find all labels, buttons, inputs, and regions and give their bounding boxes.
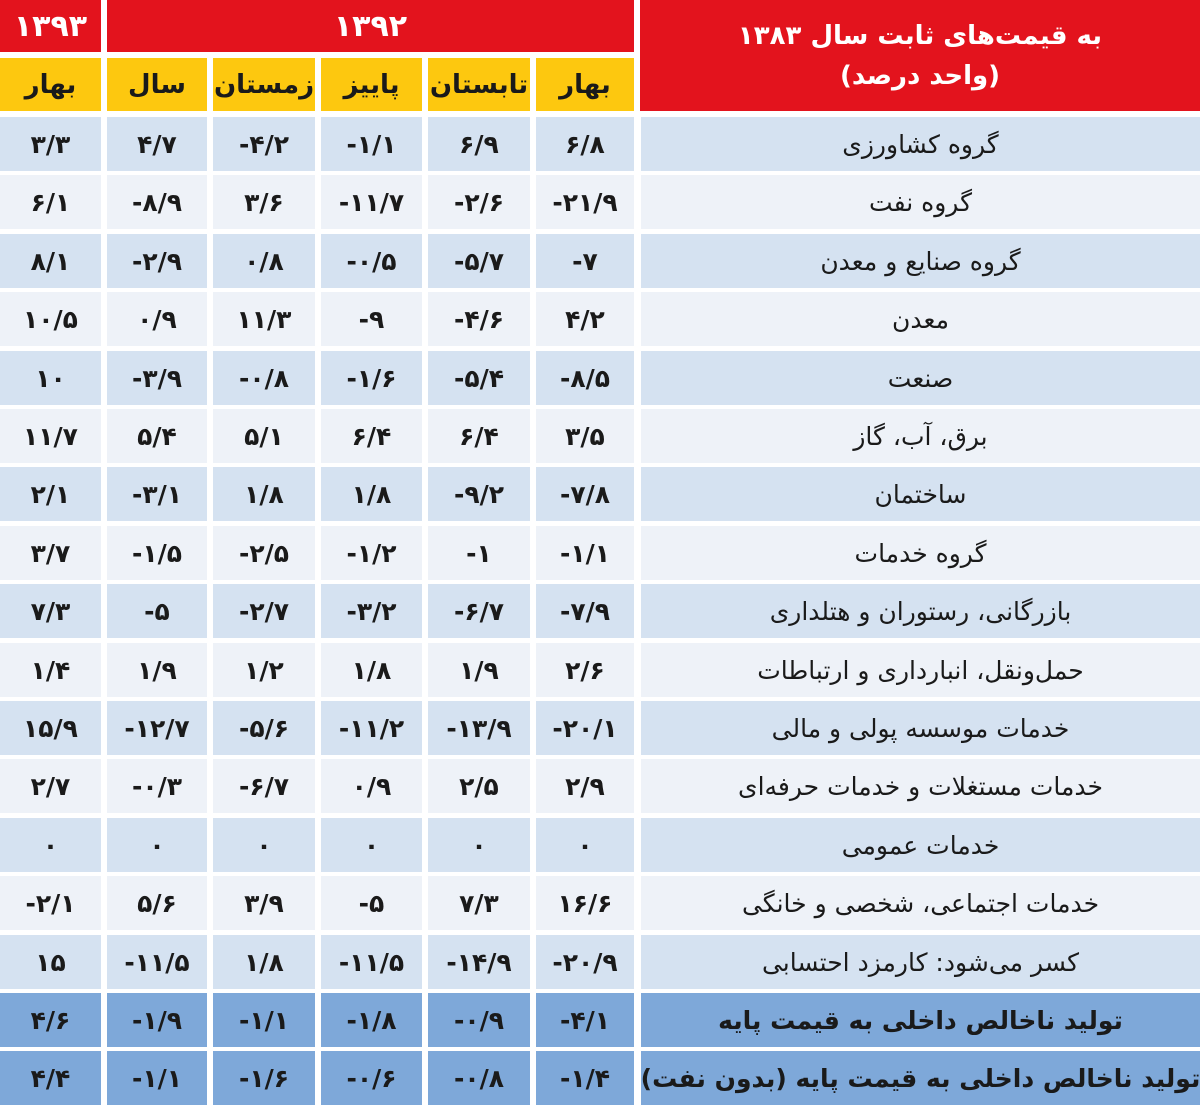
value-cell-spring-1392: ۱۶/۶ <box>536 876 634 930</box>
value-cell-autumn-1392: ۱/۸ <box>321 467 422 521</box>
value-cell-autumn-1392: ۰ <box>321 818 422 872</box>
value-cell-spring-1392: -۷/۸ <box>536 467 634 521</box>
row-label: کسر می‌شود: کارمزد احتسابی <box>641 935 1200 989</box>
value-cell-winter-1392: ۱/۸ <box>213 935 315 989</box>
value-cell-winter-1392: ۵/۱ <box>213 409 315 463</box>
value-cell-autumn-1392: ۱/۸ <box>321 643 422 697</box>
value-cell-winter-1392: -۶/۷ <box>213 759 315 813</box>
row-label: ساختمان <box>641 467 1200 521</box>
year-1392-header: ۱۳۹۲ <box>107 0 634 52</box>
value-cell-winter-1392: -۴/۲ <box>213 117 315 171</box>
value-cell-year-1392: ۱/۹ <box>107 643 207 697</box>
value-cell-autumn-1392: -۱/۶ <box>321 351 422 405</box>
row-label: خدمات عمومی <box>641 818 1200 872</box>
row-label: گروه نفت <box>641 175 1200 229</box>
value-cell-year-1392: -۳/۱ <box>107 467 207 521</box>
row-label: خدمات موسسه پولی و مالی <box>641 701 1200 755</box>
value-cell-spring-1393: ۴/۴ <box>0 1051 101 1105</box>
value-cell-summer-1392: -۵/۴ <box>428 351 530 405</box>
value-cell-winter-1392: ۱۱/۳ <box>213 292 315 346</box>
value-cell-winter-1392: ۱/۸ <box>213 467 315 521</box>
value-cell-summer-1392: -۹/۲ <box>428 467 530 521</box>
value-cell-spring-1393: ۱۰/۵ <box>0 292 101 346</box>
value-cell-spring-1392: -۲۰/۱ <box>536 701 634 755</box>
value-cell-autumn-1392: -۰/۵ <box>321 234 422 288</box>
value-cell-spring-1392: ۶/۸ <box>536 117 634 171</box>
value-cell-summer-1392: ۷/۳ <box>428 876 530 930</box>
value-cell-winter-1392: -۵/۶ <box>213 701 315 755</box>
value-cell-autumn-1392: -۱/۸ <box>321 993 422 1047</box>
value-cell-year-1392: ۵/۴ <box>107 409 207 463</box>
season-header-autumn-1392: پاییز <box>321 58 422 111</box>
value-cell-year-1392: -۰/۳ <box>107 759 207 813</box>
value-cell-winter-1392: ۳/۶ <box>213 175 315 229</box>
year-1393-header: ۱۳۹۳ <box>0 0 101 52</box>
value-cell-year-1392: -۸/۹ <box>107 175 207 229</box>
value-cell-summer-1392: ۶/۹ <box>428 117 530 171</box>
value-cell-summer-1392: -۴/۶ <box>428 292 530 346</box>
value-cell-summer-1392: -۰/۸ <box>428 1051 530 1105</box>
value-cell-year-1392: -۵ <box>107 584 207 638</box>
season-header-spring-1392: بهار <box>536 58 634 111</box>
value-cell-spring-1392: -۱/۱ <box>536 526 634 580</box>
value-cell-summer-1392: ۱/۹ <box>428 643 530 697</box>
value-cell-spring-1393: -۲/۱ <box>0 876 101 930</box>
value-cell-summer-1392: ۲/۵ <box>428 759 530 813</box>
value-cell-spring-1393: ۱۱/۷ <box>0 409 101 463</box>
value-cell-winter-1392: -۲/۷ <box>213 584 315 638</box>
season-header-winter-1392: زمستان <box>213 58 315 111</box>
row-label: برق، آب، گاز <box>641 409 1200 463</box>
value-cell-year-1392: ۰/۹ <box>107 292 207 346</box>
value-cell-spring-1393: ۲/۷ <box>0 759 101 813</box>
value-cell-winter-1392: ۱/۲ <box>213 643 315 697</box>
value-cell-winter-1392: -۱/۶ <box>213 1051 315 1105</box>
value-cell-winter-1392: -۰/۸ <box>213 351 315 405</box>
value-cell-autumn-1392: -۹ <box>321 292 422 346</box>
row-label: معدن <box>641 292 1200 346</box>
value-cell-summer-1392: -۰/۹ <box>428 993 530 1047</box>
value-cell-spring-1392: ۳/۵ <box>536 409 634 463</box>
value-cell-autumn-1392: -۱۱/۲ <box>321 701 422 755</box>
value-cell-spring-1393: ۲/۱ <box>0 467 101 521</box>
value-cell-year-1392: -۱/۵ <box>107 526 207 580</box>
value-cell-spring-1393: ۳/۳ <box>0 117 101 171</box>
row-label: (تولید ناخالص داخلی به قیمت پایه (بدون نفت <box>641 1051 1200 1105</box>
value-cell-winter-1392: -۱/۱ <box>213 993 315 1047</box>
value-cell-spring-1393: ۶/۱ <box>0 175 101 229</box>
value-cell-spring-1392: -۲۰/۹ <box>536 935 634 989</box>
value-cell-spring-1392: ۴/۲ <box>536 292 634 346</box>
value-cell-winter-1392: -۲/۵ <box>213 526 315 580</box>
value-cell-autumn-1392: -۳/۲ <box>321 584 422 638</box>
row-label: بازرگانی، رستوران و هتلداری <box>641 584 1200 638</box>
table-unit-text: (واحد درصد) <box>839 60 1001 91</box>
value-cell-autumn-1392: ۶/۴ <box>321 409 422 463</box>
table-title-text: به قیمت‌های ثابت سال ۱۳۸۳ <box>737 20 1103 51</box>
value-cell-spring-1392: ۰ <box>536 818 634 872</box>
row-label: گروه صنایع و معدن <box>641 234 1200 288</box>
value-cell-winter-1392: ۰ <box>213 818 315 872</box>
value-cell-autumn-1392: -۵ <box>321 876 422 930</box>
value-cell-year-1392: ۴/۷ <box>107 117 207 171</box>
value-cell-spring-1393: ۱۰ <box>0 351 101 405</box>
value-cell-spring-1392: -۱/۴ <box>536 1051 634 1105</box>
value-cell-year-1392: -۱۱/۵ <box>107 935 207 989</box>
value-cell-autumn-1392: -۱/۲ <box>321 526 422 580</box>
value-cell-spring-1393: ۱۵ <box>0 935 101 989</box>
value-cell-spring-1392: -۷ <box>536 234 634 288</box>
row-label: حمل‌ونقل، انبارداری و ارتباطات <box>641 643 1200 697</box>
value-cell-year-1392: -۲/۹ <box>107 234 207 288</box>
value-cell-autumn-1392: -۱۱/۵ <box>321 935 422 989</box>
value-cell-autumn-1392: -۱/۱ <box>321 117 422 171</box>
value-cell-spring-1393: ۴/۶ <box>0 993 101 1047</box>
value-cell-summer-1392: ۶/۴ <box>428 409 530 463</box>
table-title <box>640 0 1200 111</box>
value-cell-summer-1392: ۰ <box>428 818 530 872</box>
value-cell-year-1392: -۱۲/۷ <box>107 701 207 755</box>
value-cell-winter-1392: ۰/۸ <box>213 234 315 288</box>
value-cell-spring-1392: -۸/۵ <box>536 351 634 405</box>
row-label: گروه خدمات <box>641 526 1200 580</box>
value-cell-spring-1392: -۴/۱ <box>536 993 634 1047</box>
value-cell-spring-1393: ۸/۱ <box>0 234 101 288</box>
value-cell-year-1392: -۱/۹ <box>107 993 207 1047</box>
value-cell-autumn-1392: -۰/۶ <box>321 1051 422 1105</box>
row-label: خدمات اجتماعی، شخصی و خانگی <box>641 876 1200 930</box>
value-cell-autumn-1392: -۱۱/۷ <box>321 175 422 229</box>
row-label: صنعت <box>641 351 1200 405</box>
value-cell-spring-1393: ۳/۷ <box>0 526 101 580</box>
value-cell-spring-1392: -۷/۹ <box>536 584 634 638</box>
value-cell-spring-1393: ۰ <box>0 818 101 872</box>
value-cell-summer-1392: -۵/۷ <box>428 234 530 288</box>
value-cell-summer-1392: -۲/۶ <box>428 175 530 229</box>
season-header-year-1392: سال <box>107 58 207 111</box>
value-cell-spring-1392: ۲/۶ <box>536 643 634 697</box>
value-cell-summer-1392: -۶/۷ <box>428 584 530 638</box>
value-cell-spring-1393: ۷/۳ <box>0 584 101 638</box>
row-label: گروه کشاورزی <box>641 117 1200 171</box>
value-cell-winter-1392: ۳/۹ <box>213 876 315 930</box>
value-cell-year-1392: -۳/۹ <box>107 351 207 405</box>
value-cell-spring-1393: ۱۵/۹ <box>0 701 101 755</box>
season-header-spring-1393: بهار <box>0 58 101 111</box>
value-cell-summer-1392: -۱۳/۹ <box>428 701 530 755</box>
value-cell-spring-1392: ۲/۹ <box>536 759 634 813</box>
value-cell-spring-1392: -۲۱/۹ <box>536 175 634 229</box>
value-cell-year-1392: ۵/۶ <box>107 876 207 930</box>
row-label: تولید ناخالص داخلی به قیمت پایه <box>641 993 1200 1047</box>
value-cell-year-1392: -۱/۱ <box>107 1051 207 1105</box>
row-label: خدمات مستغلات و خدمات حرفه‌ای <box>641 759 1200 813</box>
value-cell-year-1392: ۰ <box>107 818 207 872</box>
value-cell-autumn-1392: ۰/۹ <box>321 759 422 813</box>
value-cell-summer-1392: -۱۴/۹ <box>428 935 530 989</box>
value-cell-spring-1393: ۱/۴ <box>0 643 101 697</box>
value-cell-summer-1392: -۱ <box>428 526 530 580</box>
season-header-summer-1392: تابستان <box>428 58 530 111</box>
